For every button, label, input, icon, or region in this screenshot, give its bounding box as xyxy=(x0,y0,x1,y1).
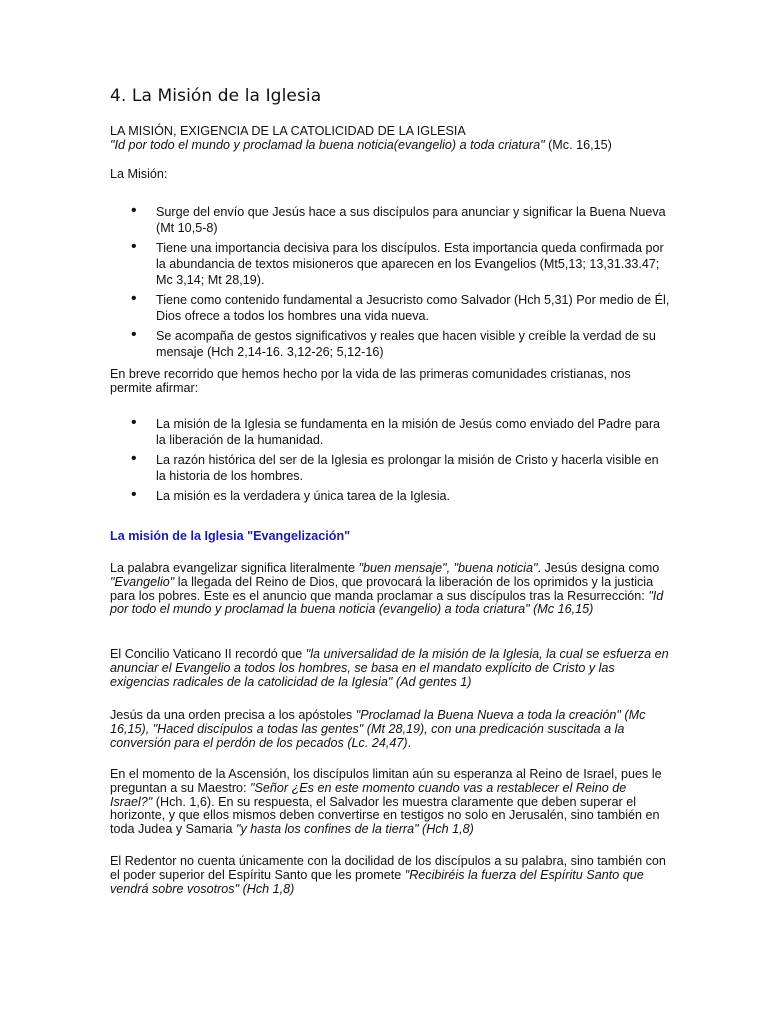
list-item: • La razón histórica del ser de la Iglesia es prolongar la misión de Cristo y hacerla visible en la historia de los hombres. xyxy=(110,452,670,484)
list-item: • Tiene como contenido fundamental a Jesucristo como Salvador (Hch 5,31) Por medio de Él, Dios ofrece a todos los hombres una vida nueva. xyxy=(110,292,670,324)
mision-bullet-list xyxy=(110,204,670,364)
recorrido-paragraph: En breve recorrido que hemos hecho por la vida de las primeras comunidades cristianas, nos permite afirmar: xyxy=(110,367,631,396)
mision-label: La Misión: xyxy=(110,167,168,181)
italic-run: "Evangelio" xyxy=(110,574,175,589)
section-heading-block xyxy=(110,124,670,152)
list-item: • Tiene una importancia decisiva para los discípulos. Esta importancia queda confirmada por la abundancia de textos misioneros que aparecen en los Evangelios (Mt5,13; 13,31.33.47; Mc 3,14; Mt 28,19). xyxy=(110,240,670,288)
paragraph-evangelizar xyxy=(110,562,670,617)
italic-run: "Recibiréis la fuerza del Espíritu Santo que vendrá sobre vosotros" (Hch 1,8) xyxy=(110,867,644,896)
text-run: El Concilio Vaticano II recordó que xyxy=(110,647,306,661)
text-run: la llegada del Reino de Dios, que provocará la liberación de los oprimidos y la justicia para los pobres. Este es el anuncio que manda proclamar a sus discípulos tras la Resurrección: xyxy=(110,574,654,603)
list-item: • La misión es la verdadera y única tarea de la Iglesia. xyxy=(110,488,670,504)
italic-run: "la universalidad de la misión de la Iglesia, la cual se esfuerza en anunciar el Evangelio a todos los hombres, se basa en el mandato explícito de Cristo y las exigencias radicales de la catolicidad de la Iglesia" (Ad gentes 1) xyxy=(110,647,669,689)
text-run: El Redentor no cuenta únicamente con la docilidad de los discípulos a su palabra, sino también con el poder superior del Espíritu Santo que les promete xyxy=(110,854,666,882)
quote-text: "Id por todo el mundo y proclamad la buena noticia(evangelio) a toda criatura" xyxy=(110,138,545,153)
text-run: La palabra evangelizar significa literalmente xyxy=(110,561,359,575)
italic-run: "Señor ¿Es en este momento cuando vas a restablecer el Reino de Israel?" xyxy=(110,780,627,809)
paragraph-redentor xyxy=(110,855,670,896)
affirmation-bullet-list xyxy=(110,416,670,508)
evangelizacion-subheading: La misión de la Iglesia "Evangelización" xyxy=(110,529,351,543)
quote-reference: (Mc. 16,15) xyxy=(544,138,612,153)
paragraph-ascension xyxy=(110,768,670,837)
text-run: . xyxy=(407,735,412,750)
italic-run: "Id por todo el mundo y proclamad la buena noticia (evangelio) a toda criatura" (Mc 16,15) xyxy=(110,588,664,617)
text-run: En el momento de la Ascensión, los discípulos limitan aún su esperanza al Reino de Israel, pues le preguntan a su Maestro: xyxy=(110,767,662,795)
italic-run: "buen mensaje", "buena noticia" xyxy=(358,561,538,575)
italic-run: "Proclamad la Buena Nueva a toda la creación" (Mc 16,15), "Haced discípulos a todas las gentes" (Mt 28,19), con una predicación suscitada a la conversión para el perdón de los pecados (Lc. 24,47) xyxy=(110,708,646,750)
italic-run: "y hasta los confines de la tierra" (Hch 1,8) xyxy=(236,822,474,837)
paragraph-orden xyxy=(110,709,670,750)
text-run: . Jesús designa como xyxy=(537,561,660,575)
text-run: Jesús da una orden precisa a los apóstoles xyxy=(110,708,356,722)
page-title: 4. La Misión de la Iglesia xyxy=(110,86,322,106)
list-item: • La misión de la Iglesia se fundamenta en la misión de Jesús como enviado del Padre para la liberación de la humanidad. xyxy=(110,416,670,448)
list-item: • Se acompaña de gestos significativos y reales que hacen visible y creíble la verdad de su mensaje (Hch 2,14-16. 3,12-26; 5,12-16) xyxy=(110,328,670,360)
text-run: (Hch. 1,6). En su respuesta, el Salvador les muestra claramente que deben superar el horizonte, y que ellos mismos deben convertirse en testigos no solo en Jerusalén, sino también en toda Judea y Samaria xyxy=(110,794,660,837)
caps-heading: LA MISIÓN, EXIGENCIA DE LA CATOLICIDAD DE LA IGLESIA xyxy=(110,124,466,138)
paragraph-concilio xyxy=(110,648,670,689)
list-item: • Surge del envío que Jesús hace a sus discípulos para anunciar y significar la Buena Nueva (Mt 10,5-8) xyxy=(110,204,670,236)
opening-quote xyxy=(110,138,670,152)
